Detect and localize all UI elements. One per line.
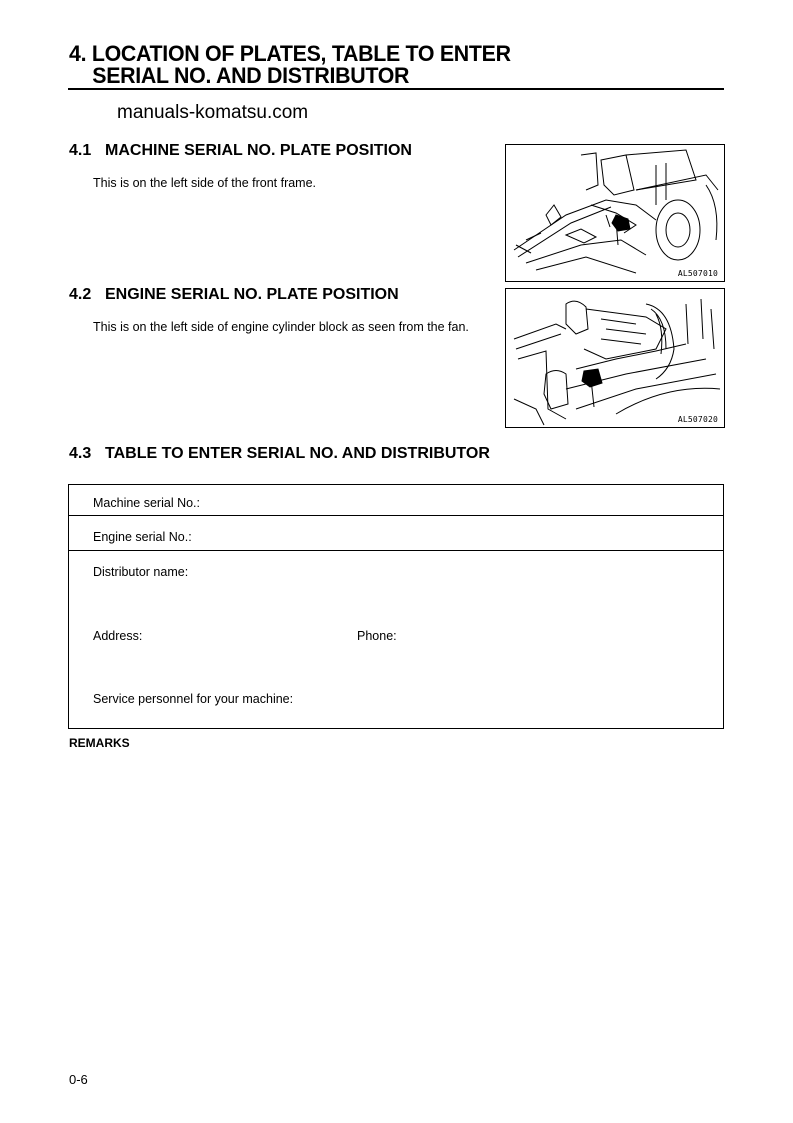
section-number: 4.2 bbox=[69, 286, 92, 303]
watermark: manuals-komatsu.com bbox=[117, 102, 309, 123]
machine-serial-row[interactable] bbox=[69, 485, 723, 516]
figure-code: AL507010 bbox=[677, 269, 718, 278]
phone-label: Phone: bbox=[357, 629, 397, 643]
figure-code: AL507020 bbox=[677, 415, 718, 424]
section-text-4-1: This is on the left side of the front frame. bbox=[93, 176, 317, 190]
service-personnel-label: Service personnel for your machine: bbox=[93, 692, 294, 706]
remarks-label: REMARKS bbox=[69, 736, 130, 750]
section-heading-4-3 bbox=[69, 445, 490, 463]
chapter-title-line2: SERIAL NO. AND DISTRIBUTOR bbox=[92, 63, 410, 88]
section-text-4-2: This is on the left side of engine cylinder block as seen from the fan. bbox=[93, 320, 469, 334]
engine-serial-row[interactable] bbox=[69, 516, 723, 551]
section-number: 4.1 bbox=[69, 142, 92, 159]
section-heading-4-1 bbox=[69, 142, 412, 160]
figure-machine-serial-plate bbox=[505, 144, 725, 282]
section-title: TABLE TO ENTER SERIAL NO. AND DISTRIBUTOR bbox=[105, 445, 490, 462]
page-number: 0-6 bbox=[69, 1072, 88, 1087]
section-heading-4-2 bbox=[69, 286, 399, 304]
machine-serial-label: Machine serial No.: bbox=[93, 496, 200, 510]
wheel-loader-front-frame-icon bbox=[506, 145, 724, 281]
distributor-name-label: Distributor name: bbox=[93, 565, 189, 579]
engine-serial-label: Engine serial No.: bbox=[93, 530, 192, 544]
title-rule bbox=[68, 88, 724, 90]
chapter-title bbox=[69, 43, 511, 87]
serial-distributor-form bbox=[68, 484, 724, 729]
section-number: 4.3 bbox=[69, 445, 92, 462]
figure-engine-serial-plate bbox=[505, 288, 725, 428]
distributor-block[interactable] bbox=[69, 552, 723, 728]
address-label: Address: bbox=[93, 629, 143, 643]
section-title: MACHINE SERIAL NO. PLATE POSITION bbox=[105, 142, 412, 159]
chapter-title-line1: 4. LOCATION OF PLATES, TABLE TO ENTER bbox=[69, 41, 511, 66]
engine-cylinder-block-icon bbox=[506, 289, 724, 427]
section-title: ENGINE SERIAL NO. PLATE POSITION bbox=[105, 286, 399, 303]
